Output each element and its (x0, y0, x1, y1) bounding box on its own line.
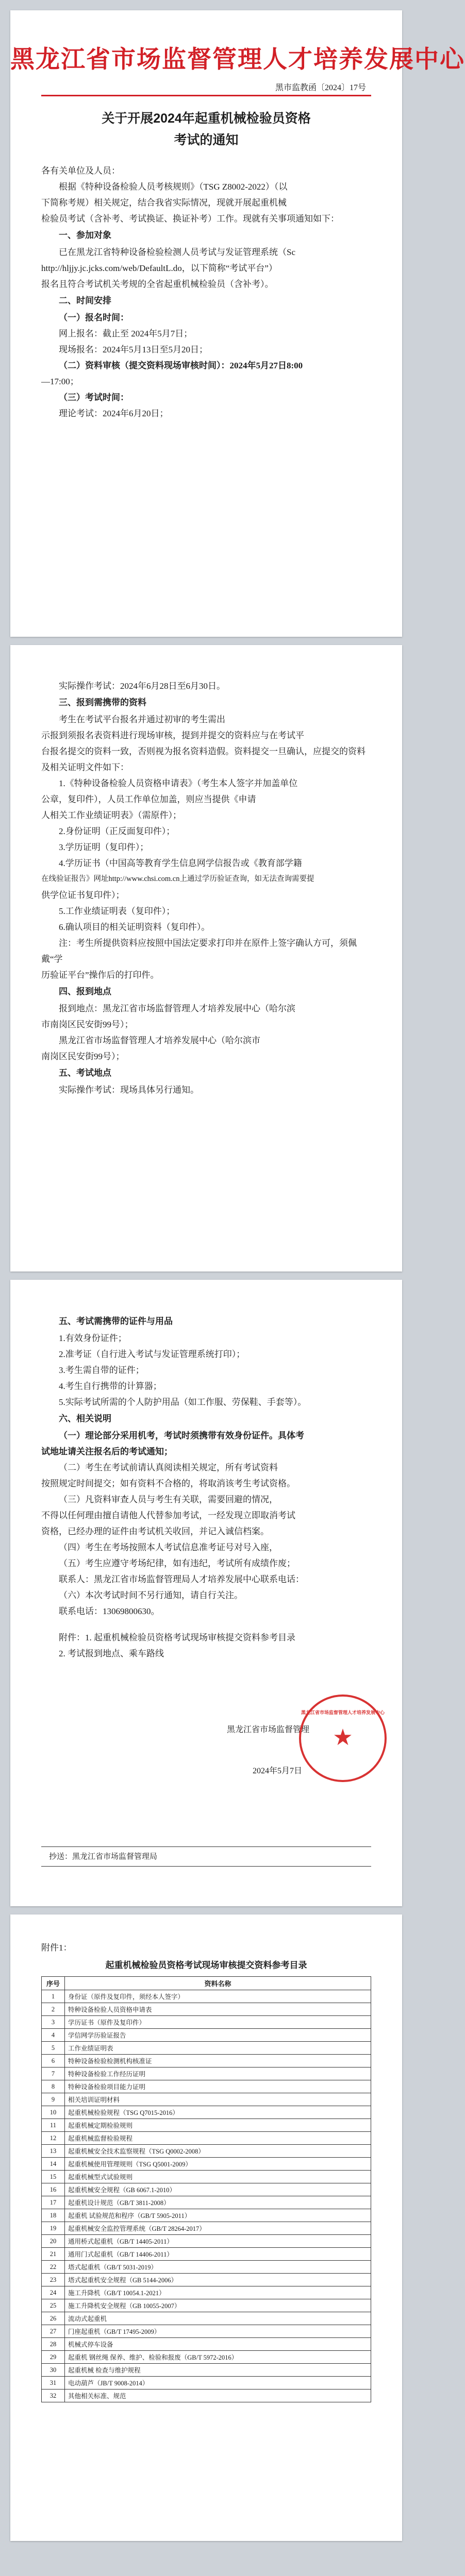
body-line: 按照规定时间提交；如有资料不合格的，将取消该考生考试资格。 (41, 1479, 295, 1488)
section-heading: 五、考试需携带的证件与用品 (59, 1316, 173, 1326)
row-number: 25 (42, 2299, 65, 2312)
row-item: 电动葫芦（JB/T 9008-2014） (65, 2377, 371, 2389)
row-item: 特种设备检验工作经历证明 (65, 2067, 371, 2080)
attachment-label: 附件1： (41, 1943, 72, 1953)
materials-table-body (42, 1990, 371, 2402)
column-header-item: 资料名称 (65, 1977, 371, 1990)
title-line-2: 考试的通知 (174, 133, 239, 147)
official-seal (299, 1694, 387, 1782)
column-header-number: 序号 (42, 1977, 65, 1990)
row-item: 起重机械安全监控管理系统（GB/T 28264-2017） (65, 2222, 371, 2235)
row-item: 通用桥式起重机（GB/T 14405-2011） (65, 2235, 371, 2248)
body-line: 2.准考证（自行进入考试与发证管理系统打印）； (59, 1349, 245, 1359)
row-item: 施工升降机安全规程（GB 10055-2007） (65, 2299, 371, 2312)
red-divider (41, 95, 371, 96)
body-line: 联系人：黑龙江省市场监督管理局人才培养发展中心联系电话： (59, 1574, 304, 1584)
row-item: 特种设备检验人员资格申请表 (65, 2003, 371, 2016)
body-line: 1.有效身份证件； (59, 1333, 127, 1343)
row-item: 学历证书（原件及复印件） (65, 2016, 371, 2029)
body-line: 台报名提交的资料一致，否则视为报名资料造假。资料提交一旦确认，应提交的资料 (41, 747, 366, 756)
row-number: 26 (42, 2312, 65, 2325)
row-item: 其他相关标准、规范 (65, 2389, 371, 2402)
row-number: 7 (42, 2067, 65, 2080)
table-row (42, 2132, 371, 2145)
row-number: 23 (42, 2274, 65, 2286)
row-item: 流动式起重机 (65, 2312, 371, 2325)
salutation: 各有关单位及人员： (41, 166, 120, 176)
table-row (42, 2196, 371, 2209)
attachment-line: 2. 考试报到地点、乘车路线 (59, 1649, 164, 1658)
row-number: 6 (42, 2055, 65, 2067)
body-line: 3.学历证明（复印件）； (59, 842, 149, 852)
section-heading: 四、报到地点 (59, 987, 111, 996)
row-item: 起重机械安全技术监察规程（TSG Q0002-2008） (65, 2145, 371, 2158)
cc-line: 抄送：黑龙江省市场监督管理局 (49, 1853, 158, 1861)
row-number: 4 (42, 2029, 65, 2042)
table-row (42, 2248, 371, 2261)
table-row (42, 2171, 371, 2183)
page-3 (10, 1280, 402, 1906)
body-line: 6.确认项目的相关证明资料（复印件）。 (59, 922, 210, 932)
body-line: 及相关证明文件如下： (41, 762, 129, 772)
body-line: （五）考生应遵守考场纪律，如有违纪，考试所有成绩作废； (59, 1558, 295, 1568)
table-row (42, 2003, 371, 2016)
row-number: 13 (42, 2145, 65, 2158)
row-item: 塔式起重机（GB/T 5031-2019） (65, 2261, 371, 2274)
row-number: 32 (42, 2389, 65, 2402)
body-line: 示报到须报名表资料进行现场审核，提到并提交的资料应与在考试平 (41, 731, 304, 740)
row-number: 10 (42, 2106, 65, 2119)
row-number: 21 (42, 2248, 65, 2261)
title-line-1: 关于开展2024年起重机械检验员资格 (102, 111, 311, 126)
body-line: 人相关工作业绩证明表》（需原件）； (41, 810, 181, 820)
materials-table (41, 1976, 371, 2402)
table-row (42, 2055, 371, 2067)
table-row (42, 2080, 371, 2093)
row-number: 16 (42, 2183, 65, 2196)
body-line: 历验证平台”操作后的打印件。 (41, 970, 159, 980)
intro-line: 根据《特种设备检验人员考核规则》（TSG Z8002-2022）（以 (59, 182, 288, 192)
table-title: 起重机械检验员资格考试现场审核提交资料参考目录 (105, 1960, 307, 1970)
row-number: 29 (42, 2351, 65, 2364)
row-item: 门座起重机（GB/T 17495-2009） (65, 2325, 371, 2338)
table-row (42, 2093, 371, 2106)
body-line: —17:00； (41, 377, 79, 386)
body-line: 4.考生自行携带的计算器； (59, 1381, 162, 1391)
body-line: 实际操作考试：2024年6月28日至6月30日。 (59, 681, 225, 691)
row-item: 起重机械安全规程（GB 6067.1-2010） (65, 2183, 371, 2196)
body-line: 报名且符合考试机关考规的全省起重机械检验员（含补考）。 (41, 279, 274, 289)
attachment-line: 附件：1. 起重机械检验员资格考试现场审核提交资料参考目录 (59, 1633, 295, 1642)
row-number: 24 (42, 2286, 65, 2299)
body-line: 公章，复印件），人员工作单位加盖，则应当提供《申请 (41, 794, 256, 804)
table-row (42, 2261, 371, 2274)
row-number: 30 (42, 2364, 65, 2377)
row-item: 起重机 试验规范和程序（GB/T 5905-2011） (65, 2209, 371, 2222)
row-number: 17 (42, 2196, 65, 2209)
row-item: 塔式起重机安全规程（GB 5144-2006） (65, 2274, 371, 2286)
table-row (42, 1990, 371, 2003)
table-row (42, 2183, 371, 2196)
page-3-body (41, 1313, 371, 1662)
row-item: 特种设备检验检测机构核准证 (65, 2055, 371, 2067)
body-line: 不得以任何理由擅自请他人代替参加考试，一经发现立即取消考试 (41, 1511, 295, 1520)
row-number: 22 (42, 2261, 65, 2274)
row-item: 起重机械检验规程（TSG Q7015-2016） (65, 2106, 371, 2119)
row-item: 工作业绩证明表 (65, 2042, 371, 2055)
row-item: 起重机械定期检验规则 (65, 2119, 371, 2132)
body-line: （四）考生在考场按照本人考试信息准考证号对号入座， (59, 1543, 278, 1552)
table-row (42, 2377, 371, 2389)
row-item: 相关培训证明材料 (65, 2093, 371, 2106)
table-row (42, 2119, 371, 2132)
page-4 (10, 1914, 402, 2541)
body-line: 已在黑龙江省特种设备检验检测人员考试与发证管理系统（Sc (59, 247, 295, 257)
row-item: 学信网学历验证报告 (65, 2029, 371, 2042)
table-row (42, 2338, 371, 2351)
table-row (42, 2209, 371, 2222)
table-row (42, 2106, 371, 2119)
body-line: 资格，已经办理的证件由考试机关收回，并记入诚信档案。 (41, 1527, 269, 1536)
page-1-body (41, 163, 371, 421)
body-line: 在线验证报告》网址http://www.chsi.com.cn上通过学历验证查询，如无法查询需要提 (41, 875, 314, 883)
section-heading: 三、报到需携带的资料 (59, 698, 146, 707)
row-item: 起重机械监督检验规程 (65, 2132, 371, 2145)
page-2 (10, 645, 402, 1272)
row-item: 起重机械使用管理规则（TSG Q5001-2009） (65, 2158, 371, 2171)
body-line: （二）资料审核（提交资料现场审核时间）：2024年5月27日8:00 (59, 361, 303, 370)
section-heading: 二、时间安排 (59, 296, 111, 306)
issuer: 黑龙江省市场监督管理 (227, 1725, 310, 1734)
footer-rule (41, 1866, 371, 1867)
row-number: 18 (42, 2209, 65, 2222)
page-1 (10, 10, 465, 637)
row-number: 15 (42, 2171, 65, 2183)
body-line: 5.工作业绩证明表（复印件）； (59, 906, 175, 916)
footer-rule (41, 1846, 371, 1847)
table-row (42, 2299, 371, 2312)
body-line: 网上报名：截止至 2024年5月7日； (59, 329, 193, 338)
row-item: 施工升降机（GB/T 10054.1-2021） (65, 2286, 371, 2299)
body-line: 5.实际考试所需的个人防护用品（如工作服、劳保鞋、手套等）。 (59, 1397, 307, 1407)
table-row (42, 2325, 371, 2338)
table-row (42, 2312, 371, 2325)
table-row (42, 2029, 371, 2042)
body-line: 1.《特种设备检验人员资格申请表》（考生本人签字并加盖单位 (59, 778, 298, 788)
row-number: 12 (42, 2132, 65, 2145)
masthead: 黑龙江省市场监督管理人才培养发展中心 (10, 45, 465, 74)
row-number: 9 (42, 2093, 65, 2106)
row-number: 27 (42, 2325, 65, 2338)
body-line: （一）报名时间： (59, 313, 129, 323)
row-item: 特种设备检验项目能力证明 (65, 2080, 371, 2093)
body-line: 现场报名：2024年5月13日至5月20日； (59, 345, 208, 354)
section-heading: 六、相关说明 (59, 1414, 111, 1423)
body-line: 实际操作考试：现场具体另行通知。 (59, 1085, 199, 1095)
body-line: （六）本次考试时间不另行通知，请自行关注。 (59, 1590, 243, 1600)
materials-table-wrap (41, 1976, 371, 2402)
table-row (42, 2222, 371, 2235)
row-number: 20 (42, 2235, 65, 2248)
body-line: 3.考生需自带的证件； (59, 1365, 144, 1375)
body-line: 市南岗区民安街99号）； (41, 1020, 134, 1029)
body-line: http://hljjy.jc.jcks.com/web/DefaultL.do，以下简称“考试平台”） (41, 263, 277, 273)
table-row (42, 2389, 371, 2402)
table-row (42, 2351, 371, 2364)
row-item: 起重机设计规范（GB/T 3811-2008） (65, 2196, 371, 2209)
body-line: 理论考试：2024年6月20日； (59, 409, 169, 418)
body-line: 注：考生所提供资料应按照中国法定要求打印并在原件上签字确认方可，须佩戴“学 (41, 938, 357, 964)
table-row (42, 2145, 371, 2158)
seal-text: 黑龙江省市场监督管理人才培养发展中心 (301, 1710, 385, 1715)
star-icon: ★ (333, 1725, 353, 1750)
row-item: 机械式停车设备 (65, 2338, 371, 2351)
table-row (42, 2286, 371, 2299)
row-item: 身份证（原件及复印件，须经本人签字） (65, 1990, 371, 2003)
table-row (42, 2016, 371, 2029)
body-line: 考生在考试平台报名并通过初审的考生需出 (59, 715, 225, 724)
section-heading: 一、参加对象 (59, 230, 111, 240)
document-number: 黑市监教函〔2024〕17号 (275, 83, 366, 92)
body-line: 联系电话：13069800630。 (59, 1606, 160, 1616)
row-item: 起重机械型式试验规则 (65, 2171, 371, 2183)
row-number: 31 (42, 2377, 65, 2389)
body-line: 2.身份证明（正反面复印件）； (59, 826, 175, 836)
intro-line: 检验员考试（含补考、考试换证、换证补考）工作。现就有关事项通知如下： (41, 214, 339, 224)
row-item: 起重机械 检查与维护规程 (65, 2364, 371, 2377)
row-item: 起重机 钢丝绳 保养、维护、检验和报废（GB/T 5972-2016） (65, 2351, 371, 2364)
row-number: 1 (42, 1990, 65, 2003)
body-line: （三）考试时间： (59, 393, 129, 402)
table-row (42, 2067, 371, 2080)
row-number: 11 (42, 2119, 65, 2132)
row-item: 通用门式起重机（GB/T 14406-2011） (65, 2248, 371, 2261)
row-number: 8 (42, 2080, 65, 2093)
body-line: （三）凡资料审查人员与考生有关联，需要回避的情况， (59, 1495, 278, 1504)
body-line: 4.学历证书（中国高等教育学生信息网学信报告或《教育部学籍 (59, 858, 302, 868)
row-number: 3 (42, 2016, 65, 2029)
row-number: 5 (42, 2042, 65, 2055)
table-row (42, 2274, 371, 2286)
row-number: 2 (42, 2003, 65, 2016)
page-2-body (41, 678, 371, 1098)
row-number: 14 (42, 2158, 65, 2171)
body-line: 供学位证书复印件）； (41, 890, 125, 900)
section-heading: 五、考试地点 (59, 1068, 111, 1078)
body-line: 黑龙江省市场监督管理人才培养发展中心（哈尔滨市 (59, 1036, 260, 1045)
table-row (42, 2364, 371, 2377)
issue-date: 2024年5月7日 (253, 1767, 303, 1775)
table-row (42, 2235, 371, 2248)
body-line: （一）理论部分采用机考，考试时须携带有效身份证件。具体考 (59, 1431, 304, 1440)
body-line: 南岗区民安街99号）； (41, 1052, 125, 1061)
table-row (42, 2158, 371, 2171)
row-number: 19 (42, 2222, 65, 2235)
table-row (42, 2042, 371, 2055)
body-line: （二）考生在考试前请认真阅读相关规定，所有考试资料 (59, 1463, 278, 1472)
body-line: 试地址请关注报名后的考试通知； (41, 1447, 173, 1456)
body-line: 报到地点：黑龙江省市场监督管理人才培养发展中心（哈尔滨 (59, 1004, 295, 1013)
row-number: 28 (42, 2338, 65, 2351)
intro-line: 下简称考规）相关规定，结合我省实际情况，现就开展起重机械 (41, 198, 287, 208)
